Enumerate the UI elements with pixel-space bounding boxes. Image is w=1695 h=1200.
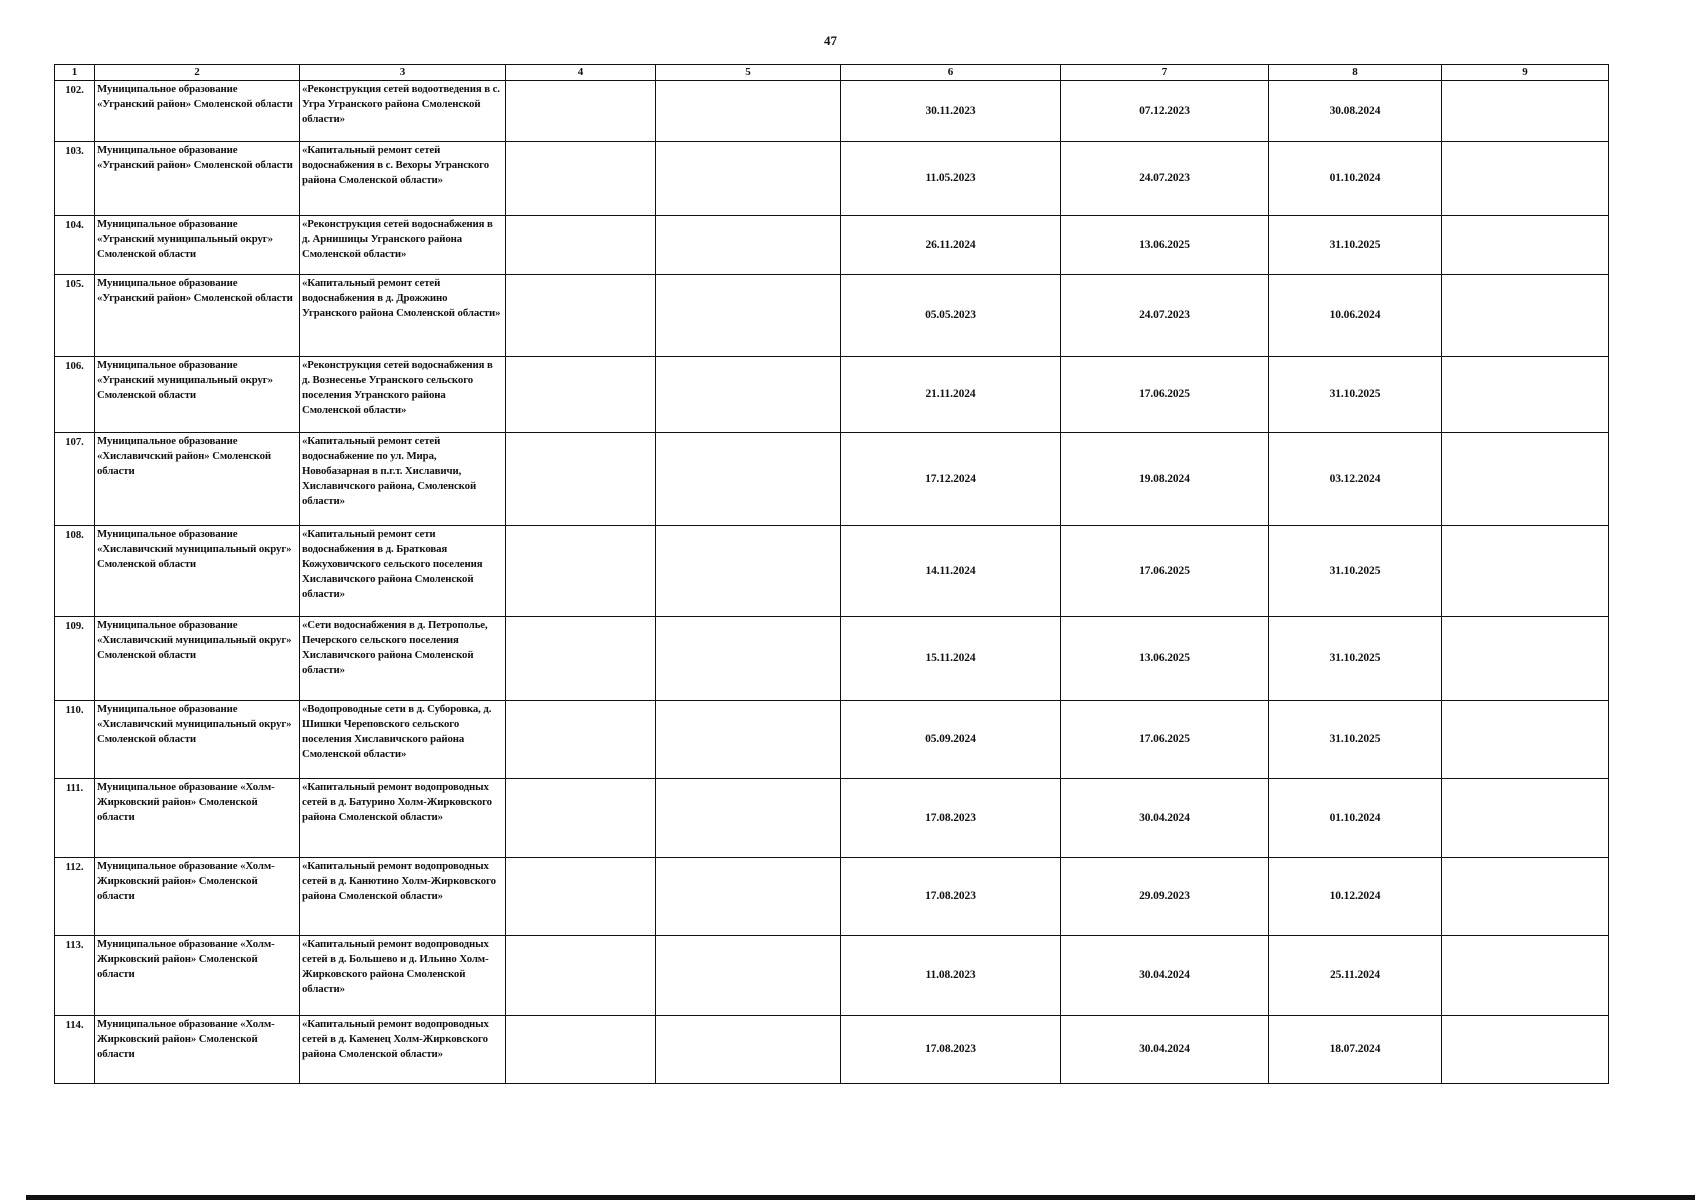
column-header: 3 [300, 65, 506, 81]
date-column-7: 24.07.2023 [1061, 142, 1269, 216]
row-number: 104. [55, 216, 95, 275]
column-9-cell [1442, 433, 1609, 526]
municipality-cell: Муниципальное образование «Угранский муниципальный округ» Смоленской области [95, 216, 300, 275]
table-row [55, 526, 1609, 617]
table-row [55, 858, 1609, 936]
column-9-cell [1442, 357, 1609, 433]
page-number: 47 [824, 33, 837, 48]
project-cell: «Капитальный ремонт сетей водоснабжение по ул. Мира, Новобазарная в п.г.т. Хиславичи, Хиславичского района, Смоленской области» [300, 433, 506, 526]
column-4-cell [506, 858, 656, 936]
column-4-cell [506, 1016, 656, 1084]
column-4-cell [506, 526, 656, 617]
date-column-6: 11.08.2023 [841, 936, 1061, 1016]
table-row [55, 81, 1609, 142]
column-header: 7 [1061, 65, 1269, 81]
municipality-cell: Муниципальное образование «Холм-Жирковский район» Смоленской области [95, 858, 300, 936]
municipality-cell: Муниципальное образование «Хиславичский муниципальный округ» Смоленской области [95, 526, 300, 617]
column-header: 1 [55, 65, 95, 81]
table-row [55, 275, 1609, 357]
project-cell: «Водопроводные сети в д. Суборовка, д. Шишки Череповского сельского поселения Хиславичского района Смоленской области» [300, 701, 506, 779]
project-cell: «Реконструкция сетей водоснабжения в д. Вознесенье Угранского сельского поселения Угранского района Смоленской области» [300, 357, 506, 433]
project-cell: «Капитальный ремонт водопроводных сетей в д. Большево и д. Ильино Холм-Жирковского района Смоленской области» [300, 936, 506, 1016]
row-number: 105. [55, 275, 95, 357]
project-cell: «Капитальный ремонт сетей водоснабжения в с. Вехоры Угранского района Смоленской области» [300, 142, 506, 216]
table-row [55, 617, 1609, 701]
column-9-cell [1442, 1016, 1609, 1084]
date-column-8: 31.10.2025 [1269, 617, 1442, 701]
table-row [55, 216, 1609, 275]
date-column-6: 17.12.2024 [841, 433, 1061, 526]
column-9-cell [1442, 275, 1609, 357]
date-column-7: 17.06.2025 [1061, 357, 1269, 433]
date-column-6: 21.11.2024 [841, 357, 1061, 433]
date-column-7: 30.04.2024 [1061, 936, 1269, 1016]
date-column-6: 17.08.2023 [841, 1016, 1061, 1084]
municipality-cell: Муниципальное образование «Хиславичский район» Смоленской области [95, 433, 300, 526]
table-row [55, 433, 1609, 526]
date-column-7: 24.07.2023 [1061, 275, 1269, 357]
column-9-cell [1442, 81, 1609, 142]
row-number: 109. [55, 617, 95, 701]
column-9-cell [1442, 936, 1609, 1016]
row-number: 111. [55, 779, 95, 858]
column-5-cell [656, 357, 841, 433]
municipality-cell: Муниципальное образование «Угранский район» Смоленской области [95, 142, 300, 216]
project-cell: «Капитальный ремонт сетей водоснабжения в д. Дрожжино Угранского района Смоленской области» [300, 275, 506, 357]
column-4-cell [506, 617, 656, 701]
column-5-cell [656, 701, 841, 779]
row-number: 113. [55, 936, 95, 1016]
date-column-8: 31.10.2025 [1269, 357, 1442, 433]
project-cell: «Капитальный ремонт водопроводных сетей в д. Каменец Холм-Жирковского района Смоленской области» [300, 1016, 506, 1084]
row-number: 107. [55, 433, 95, 526]
date-column-8: 10.12.2024 [1269, 858, 1442, 936]
date-column-7: 30.04.2024 [1061, 1016, 1269, 1084]
column-5-cell [656, 936, 841, 1016]
municipality-cell: Муниципальное образование «Хиславичский муниципальный округ» Смоленской области [95, 617, 300, 701]
date-column-6: 05.09.2024 [841, 701, 1061, 779]
column-header: 9 [1442, 65, 1609, 81]
date-column-7: 07.12.2023 [1061, 81, 1269, 142]
column-header: 2 [95, 65, 300, 81]
column-9-cell [1442, 526, 1609, 617]
municipality-cell: Муниципальное образование «Хиславичский муниципальный округ» Смоленской области [95, 701, 300, 779]
date-column-6: 05.05.2023 [841, 275, 1061, 357]
date-column-7: 17.06.2025 [1061, 701, 1269, 779]
column-9-cell [1442, 858, 1609, 936]
date-column-6: 15.11.2024 [841, 617, 1061, 701]
table-row [55, 1016, 1609, 1084]
project-cell: «Капитальный ремонт водопроводных сетей в д. Батурино Холм-Жирковского района Смоленской области» [300, 779, 506, 858]
date-column-8: 31.10.2025 [1269, 526, 1442, 617]
column-5-cell [656, 142, 841, 216]
date-column-7: 29.09.2023 [1061, 858, 1269, 936]
column-header: 5 [656, 65, 841, 81]
date-column-6: 26.11.2024 [841, 216, 1061, 275]
table-row [55, 701, 1609, 779]
column-9-cell [1442, 216, 1609, 275]
row-number: 108. [55, 526, 95, 617]
date-column-6: 30.11.2023 [841, 81, 1061, 142]
municipality-cell: Муниципальное образование «Угранский район» Смоленской области [95, 275, 300, 357]
column-header: 4 [506, 65, 656, 81]
project-cell: «Реконструкция сетей водоснабжения в д. Арнишицы Угранского района Смоленской области» [300, 216, 506, 275]
row-number: 102. [55, 81, 95, 142]
date-column-8: 31.10.2025 [1269, 216, 1442, 275]
date-column-8: 31.10.2025 [1269, 701, 1442, 779]
column-5-cell [656, 216, 841, 275]
column-9-cell [1442, 142, 1609, 216]
column-4-cell [506, 357, 656, 433]
municipality-cell: Муниципальное образование «Угранский муниципальный округ» Смоленской области [95, 357, 300, 433]
project-cell: «Капитальный ремонт сети водоснабжения в д. Братковая Кожуховичского сельского поселения Хиславичского района Смоленской области» [300, 526, 506, 617]
date-column-8: 10.06.2024 [1269, 275, 1442, 357]
row-number: 103. [55, 142, 95, 216]
date-column-8: 03.12.2024 [1269, 433, 1442, 526]
column-header: 8 [1269, 65, 1442, 81]
project-cell: «Капитальный ремонт водопроводных сетей в д. Канютино Холм-Жирковского района Смоленской области» [300, 858, 506, 936]
column-5-cell [656, 81, 841, 142]
schedule-table [54, 64, 1609, 1084]
row-number: 114. [55, 1016, 95, 1084]
column-5-cell [656, 433, 841, 526]
column-4-cell [506, 433, 656, 526]
municipality-cell: Муниципальное образование «Угранский район» Смоленской области [95, 81, 300, 142]
column-4-cell [506, 275, 656, 357]
column-9-cell [1442, 701, 1609, 779]
municipality-cell: Муниципальное образование «Холм-Жирковский район» Смоленской области [95, 1016, 300, 1084]
date-column-6: 14.11.2024 [841, 526, 1061, 617]
date-column-8: 01.10.2024 [1269, 779, 1442, 858]
row-number: 106. [55, 357, 95, 433]
municipality-cell: Муниципальное образование «Холм-Жирковский район» Смоленской области [95, 936, 300, 1016]
column-5-cell [656, 1016, 841, 1084]
column-4-cell [506, 81, 656, 142]
date-column-6: 17.08.2023 [841, 779, 1061, 858]
column-4-cell [506, 701, 656, 779]
table-row [55, 779, 1609, 858]
bottom-rule [26, 1195, 1695, 1200]
date-column-7: 13.06.2025 [1061, 216, 1269, 275]
column-9-cell [1442, 617, 1609, 701]
column-4-cell [506, 936, 656, 1016]
column-5-cell [656, 617, 841, 701]
column-5-cell [656, 858, 841, 936]
project-cell: «Сети водоснабжения в д. Петрополье, Печерского сельского поселения Хиславичского района Смоленской области» [300, 617, 506, 701]
table-row [55, 936, 1609, 1016]
date-column-8: 18.07.2024 [1269, 1016, 1442, 1084]
date-column-8: 30.08.2024 [1269, 81, 1442, 142]
date-column-8: 25.11.2024 [1269, 936, 1442, 1016]
date-column-8: 01.10.2024 [1269, 142, 1442, 216]
column-5-cell [656, 779, 841, 858]
column-5-cell [656, 526, 841, 617]
row-number: 110. [55, 701, 95, 779]
municipality-cell: Муниципальное образование «Холм-Жирковский район» Смоленской области [95, 779, 300, 858]
column-9-cell [1442, 779, 1609, 858]
date-column-7: 13.06.2025 [1061, 617, 1269, 701]
date-column-7: 17.06.2025 [1061, 526, 1269, 617]
column-5-cell [656, 275, 841, 357]
date-column-6: 11.05.2023 [841, 142, 1061, 216]
column-4-cell [506, 142, 656, 216]
project-cell: «Реконструкция сетей водоотведения в с. Угра Угранского района Смоленской области» [300, 81, 506, 142]
column-4-cell [506, 216, 656, 275]
table-row [55, 357, 1609, 433]
table-row [55, 142, 1609, 216]
date-column-7: 19.08.2024 [1061, 433, 1269, 526]
column-4-cell [506, 779, 656, 858]
row-number: 112. [55, 858, 95, 936]
column-number-row [55, 65, 1609, 81]
date-column-7: 30.04.2024 [1061, 779, 1269, 858]
date-column-6: 17.08.2023 [841, 858, 1061, 936]
column-header: 6 [841, 65, 1061, 81]
